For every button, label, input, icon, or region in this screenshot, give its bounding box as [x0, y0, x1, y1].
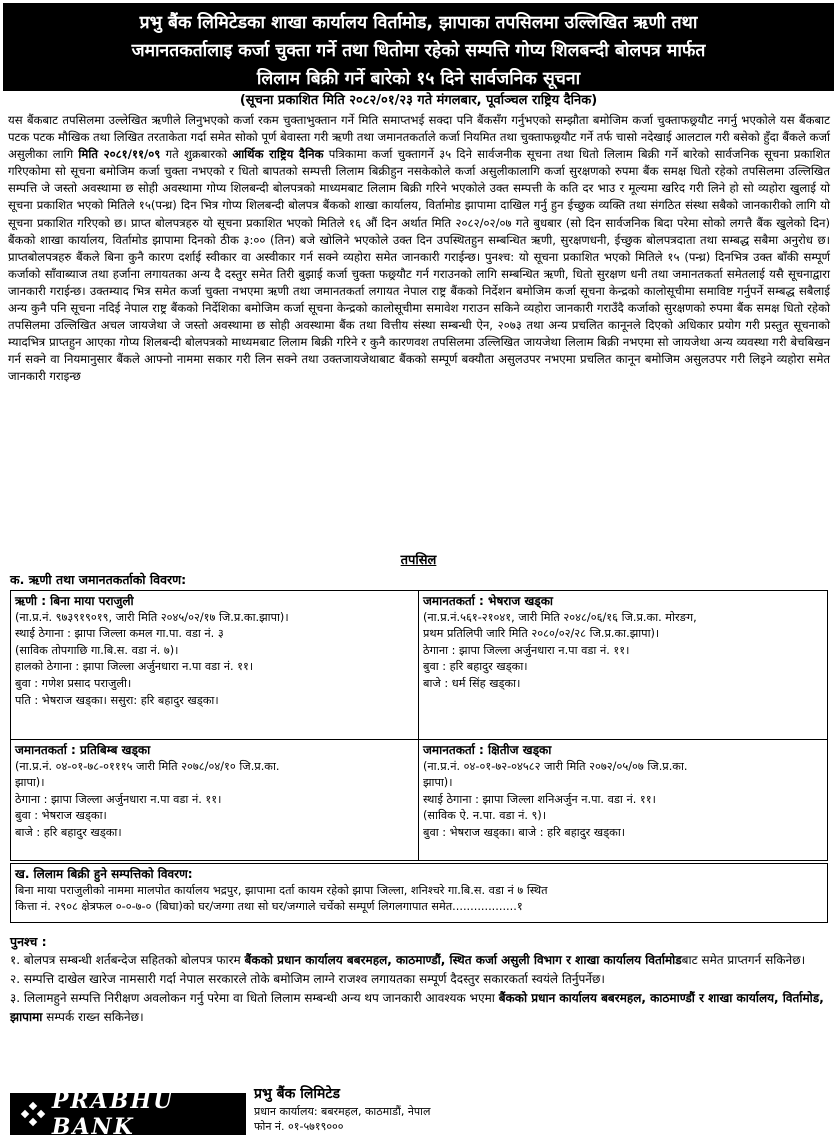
guarantor-3-title: जमानतकर्ता : क्षितीज खड्का: [423, 743, 552, 757]
bank-name: प्रभु बैंक लिमिटेड: [254, 1086, 340, 1102]
postscript-item-1-text: १. बोलपत्र सम्बन्धी शर्तबन्देज सहितको बोलपत्र फारम: [10, 953, 245, 967]
borrower-line: बुवा : गणेश प्रसाद पराजुली।: [15, 676, 132, 690]
borrower-line: पति : भेषराज खड्का। ससुरा: हरि बहादुर खड्का।: [15, 693, 219, 707]
parties-table: [10, 590, 828, 861]
postscript-item-3-bold: बैंकको प्रधान कार्यालय बबरमहल, काठमाण्डौं र शाखा कार्यालय, विर्तामोड, झापामा: [10, 991, 824, 1024]
section-b-title: ख. लिलाम बिक्री हुने सम्पत्तिको विवरण:: [15, 867, 193, 881]
guarantor-1-line: बुवा : हरि बहादुर खड्का।: [423, 660, 528, 674]
notice-header: [3, 3, 834, 91]
guarantor-3-cell: [419, 740, 827, 860]
borrower-cell: [11, 591, 419, 739]
guarantor-2-line: बाजे : हरि बहादुर खड्का।: [15, 825, 122, 839]
guarantor-2-title: जमानतकर्ता : प्रतिबिम्ब खड्का: [15, 743, 151, 757]
header-title-line-2: जमानतकर्तालाइ कर्जा चुक्ता गर्ने तथा धितोमा रहेको सम्पत्ति गोप्य शिलबन्दी बोलपत्र मार्फत: [131, 41, 706, 61]
prabhu-bank-logo: [10, 1088, 246, 1140]
guarantor-2-line: (ना.प्र.नं. ०४-०१-७८-०१११५ जारी मिति २०७८/०४/१० जि.प्र.का.: [15, 759, 280, 773]
guarantor-1-line: (ना.प्र.नं.५६१-२१०४१, जारी मिति २०४८/०६/१६ जि.प्र.का. मोरङग,: [423, 610, 697, 624]
property-details: [10, 863, 828, 923]
body-newspaper: आर्थिक राष्ट्रिय दैनिक: [232, 147, 324, 162]
property-line: बिना माया पराजुलीको नाममा मालपोत कार्यालय भद्रपुर, झापामा दर्ता कायम रहेको झापा जिल्ला, शनिश्चरे गा.बि.स. वडा नं ७ स्थित: [15, 883, 548, 897]
footer: [10, 1083, 830, 1141]
guarantor-2-line: ठेगाना : झापा जिल्ला अर्जुनधारा न.पा वडा नं. ११।: [15, 792, 222, 806]
postscript-item-2: २. सम्पत्ति दाखेल खारेज नामसारी गर्दा नेपाल सरकारले तोके बमोजिम लाग्ने राजश्व लगायतका सम्पूर्ण दैदस्तुर सकारकर्ता स्वयंले तिर्नुपर्नेछ।: [10, 972, 605, 986]
guarantor-1-line: बाजे : धर्म सिंह खड्का।: [423, 676, 521, 690]
body-part-3: पत्रिकामा कर्जा चुक्तागर्ने ३५ दिने सार्वजनीक सूचना तथा धितो लिलाम बिक्री गर्ने बारेको सार्वजनिक सूचना प्रकाशित गरिएकोमा सो सूचना बमोजिम कर्जा चुक्ता नभएको र धितो बापतको सम्पत्ती लिलाम बिक्रीहुन नसकेकोले कर्जा असुलीकालागि कर्जा सुरक्षणको रुपमा बैंक समक्ष धितो रहेको तपसिलमा उल्लिखित सम्पत्ति जे जस्तो अवस्थामा छ सोही अवस्थामा गोप्य शिलबन्दी बोलपत्रको माध्यमबाट लिलाम बिक्री गरिने भएकोले उक्त सम्पत्ती के कति दर भाउ र मूल्यमा खरिद गरी लिने हो सो व्यहोरा खुलाई यो सूचना प्रकाशित भएको मितिले १५(पन्ध्र) दिन भित्र गोप्य शिलबन्दी बोलपत्र बैंकको शाखा कार्यालय, विर्तामोड झापामा दाखिल गर्नु हुन ईच्छुक व्यक्ति तथा संगठित संस्था सबैको जानकारीको लागि यो सूचना प्रकाशित गरिएको छ। प्राप्त बोलपत्रहरु यो सूचना प्रकाशित भएको मितिले १६ औं दिन अर्थात मिति २०८२/०२/०७ गते बुधबार (सो दिन सार्वजनिक बिदा परेमा सोको लगत्तै बैंक खुलेको दिन) बैंकको शाखा कार्यालय, विर्तामोड झापामा दिनको ठीक ३:०० (तिन) बजे खोलिने भएकोले उक्त दिन उपस्थितहुन सम्बन्धित ऋणी, सुरक्षणधनी, ईच्छुक बोलपत्रदाता तथा सम्बद्ध सबैमा अनुरोध छ। प्राप्तबोलपत्रहरु बैंकले बिना कुनै कारण दर्शाई स्वीकार वा अस्वीकार गर्न सक्ने व्यहोरा समेत जानकारी गराईन्छ। पुनश्च: यो सूचना प्रकाशित भएको मितिले १५ (पन्ध्र) दिनभित्र उक्त बाँकी सम्पूर्ण कर्जाको साँवाब्याज तथा हर्जाना लगायतका अन्य दै दस्तुर समेत तिरी बुझाई कर्जा चुक्ता फछ्र्यौट गर्न गराउनको लागि सम्बन्धित ऋणी, धितो सुरक्षण धनी तथा जमानतकर्ता समेतलाई यसै सूचनाद्वारा जानकारी गराईन्छ। उक्तम्याद भित्र समेत कर्जा चुक्ता नभएमा ऋणी तथा जमानतकर्ता लगायत नेपाल राष्ट्र बैंकको निर्देशन बमोजिम कर्जा सूचना केन्द्रको कालोसूचीमा समाविष्ट गर्नुपर्ने सम्बद्ध सबैलाई अन्य कुनै पनि सूचना नदिई नेपाल राष्ट्र बैंकको निर्देशिका बमोजिम कर्जा सूचना केन्द्रको कालोसूचीमा समावेश गराउन सकिने व्यहोरा जानकारी गराउँदै कर्जाको सुरक्षणको रुपमा बैंक समक्ष धितो रहेको तपसिलमा उल्लिखित अचल जायजेथा जे जस्तो अवस्थामा छ सोही अवस्थामा बैंक तथा वित्तीय संस्था सम्बन्धी ऐन, २०७३ तथा अन्य प्रचलित कानूनले दिएको अधिकार प्रयोग गरी प्रस्तुत सूचनाको म्यादभित्र प्राप्तहुन आएका गोप्य शिलबन्दी बोलपत्रको माध्यमबाट लिलाम बिक्री गरिने र कुनै कारणवश तपसिलमा उल्लिखित जायजेथा लिलाम बिक्री नभएमा सो जायजेथा अन्य व्यवस्था गरी बेचबिखन गर्न सक्ने वा नियमानुसार बैंकले आफ्नो नाममा सकार गरी लिन सक्ने तथा उक्तजायजेथाबाट बैंकको सम्पूर्ण बक्यौता असुलउपर नभएमा प्रचलित कानून बमोजिम असुलउपर गरी लिइने व्यहोरा समेत जानकारी गराइन्छ: [8, 147, 831, 384]
body-part-2: गते शुक्रबारको: [160, 147, 233, 162]
guarantor-3-line: (साविक ऐ. न.पा. वडा नं. ९)।: [423, 809, 547, 823]
guarantor-1-line: प्रथम प्रतिलिपी जारि मिति २०८०/०२/२८ जि.प्र.का.झापा)।: [423, 627, 660, 641]
parties-row-1: [11, 591, 827, 740]
postscript-item-1-bold: बैंकको प्रधान कार्यालय बबरमहल, काठमाण्डौं, स्थित कर्जा असुली विभाग र शाखा कार्यालय विर्तामोड: [244, 953, 682, 967]
phone-number: फोन नं. ०१-५७१९०००: [254, 1120, 344, 1133]
postscript-item-3: [10, 989, 830, 1027]
borrower-line: (साविक तोपगाछि गा.बि.स. वडा नं. ७)।: [15, 643, 179, 657]
logo-wordmark: PRABHU BANK: [51, 1088, 175, 1140]
guarantor-1-line: ठेगाना : झापा जिल्ला अर्जुनधारा न.पा वडा नं. ११।: [423, 643, 630, 657]
tapasil-heading: तपसिल: [400, 553, 437, 568]
guarantor-3-line: स्थाई ठेगाना : झापा जिल्ला शनिअर्जुन न.पा. वडा नं. ११।: [423, 792, 656, 806]
borrower-title: ऋणी : बिना माया पराजुली: [15, 594, 134, 608]
head-office: प्रधान कार्यालय: बबरमहल, काठमाडौं, नेपाल: [254, 1105, 431, 1118]
postscript-item-3-end: सम्पर्क राख्न सकिनेछ।: [42, 1010, 144, 1024]
publication-date: (सूचना प्रकाशित मिति २०८२/०१/२३ गते मंगलबार, पूर्वाञ्चल राष्ट्रिय दैनिक): [239, 93, 598, 108]
postscript: [10, 932, 830, 1027]
body-date: मिति २०८१/११/०९: [78, 147, 161, 162]
notice-body: [8, 112, 830, 386]
prabhu-diamond-icon: [22, 1103, 42, 1125]
guarantor-3-line: बुवा : भेषराज खड्का। बाजे : हरि बहादुर खड्का।: [423, 825, 626, 839]
header-title-line-1: प्रभु बैंक लिमिटेडका शाखा कार्यालय विर्तामोड, झापाका तपसिलमा उल्लिखित ऋणी तथा: [139, 13, 698, 33]
guarantor-2-line: बुवा : भेषराज खड्का।: [15, 809, 107, 823]
parties-row-2: [11, 740, 827, 860]
borrower-line: स्थाई ठेगाना : झापा जिल्ला कमल गा.पा. वडा नं. ३: [15, 627, 224, 641]
borrower-line: हालको ठेगाना : झापा जिल्ला अर्जुनधारा न.पा वडा नं. ११।: [15, 660, 254, 674]
borrower-line: (ना.प्र.नं. ९७३९१९०१९, जारी मिति २०४५/०२/१७ जि.प्र.का.झापा)।: [15, 610, 289, 624]
guarantor-1-title: जमानतकर्ता : भेषराज खड्का: [423, 594, 554, 608]
guarantor-2-cell: [11, 740, 419, 860]
guarantor-3-line: (ना.प्र.नं. ०४-०१-७२-०४५८२ जारी मिति २०७२/०५/०७ जि.प्र.का.: [423, 759, 688, 773]
property-line: कित्ता नं. २९०८ क्षेत्रफल ०-०-७-० (बिघा)को घर/जग्गा तथा सो घर/जग्गाले चर्चेको सम्पूर्ण लिगलगापात समेत..................१: [15, 900, 523, 914]
body-part-1: यस बैंकबाट तपसिलमा उल्लेखित ऋणीले लिनुभएको कर्जा रकम चुक्ताभुक्तान गर्ने मिति समाप्तभई सक्दा पनि बैंकसँग गर्नुभएको सम्झौता बमोजिम कर्जा चुक्ताफछ्र्यौट नगर्नु भएकोले यस बैंकबाट पटक पटक मौखिक तथा लिखित तरताकेता गर्दा समेत सोको पूर्ण बेवास्ता गरी ऋणी तथा जमानतकर्ताले कर्जा नियमित तथा चुक्ताफछ्र्यौट गर्ने तर्फ चासो नदेखाई आलटाल गरी बसेको हुँदा बैंकले कर्जा असुलीका लागि: [8, 113, 830, 162]
postscript-heading: पुनश्च :: [10, 934, 47, 949]
bank-contact: [254, 1085, 430, 1134]
header-title-line-3: लिलाम बिक्री गर्ने बारेको १५ दिने सार्वजनिक सूचना: [256, 69, 581, 89]
guarantor-2-line: झापा)।: [15, 776, 45, 790]
section-a-title: क. ऋणी तथा जमानतकर्ताको विवरण:: [10, 572, 187, 587]
guarantor-1-cell: [419, 591, 827, 739]
guarantor-3-line: झापा)।: [423, 776, 453, 790]
postscript-item-1-end: बाट समेत प्राप्तगर्न सकिनेछ।: [681, 953, 806, 967]
postscript-item-3-text: ३. लिलामहुने सम्पत्ति निरीक्षण अवलोकन गर्नु परेमा वा धितो लिलाम सम्बन्धी अन्य थप जानकारी आवश्यक भएमा: [10, 991, 499, 1005]
postscript-item-1: [10, 951, 830, 970]
